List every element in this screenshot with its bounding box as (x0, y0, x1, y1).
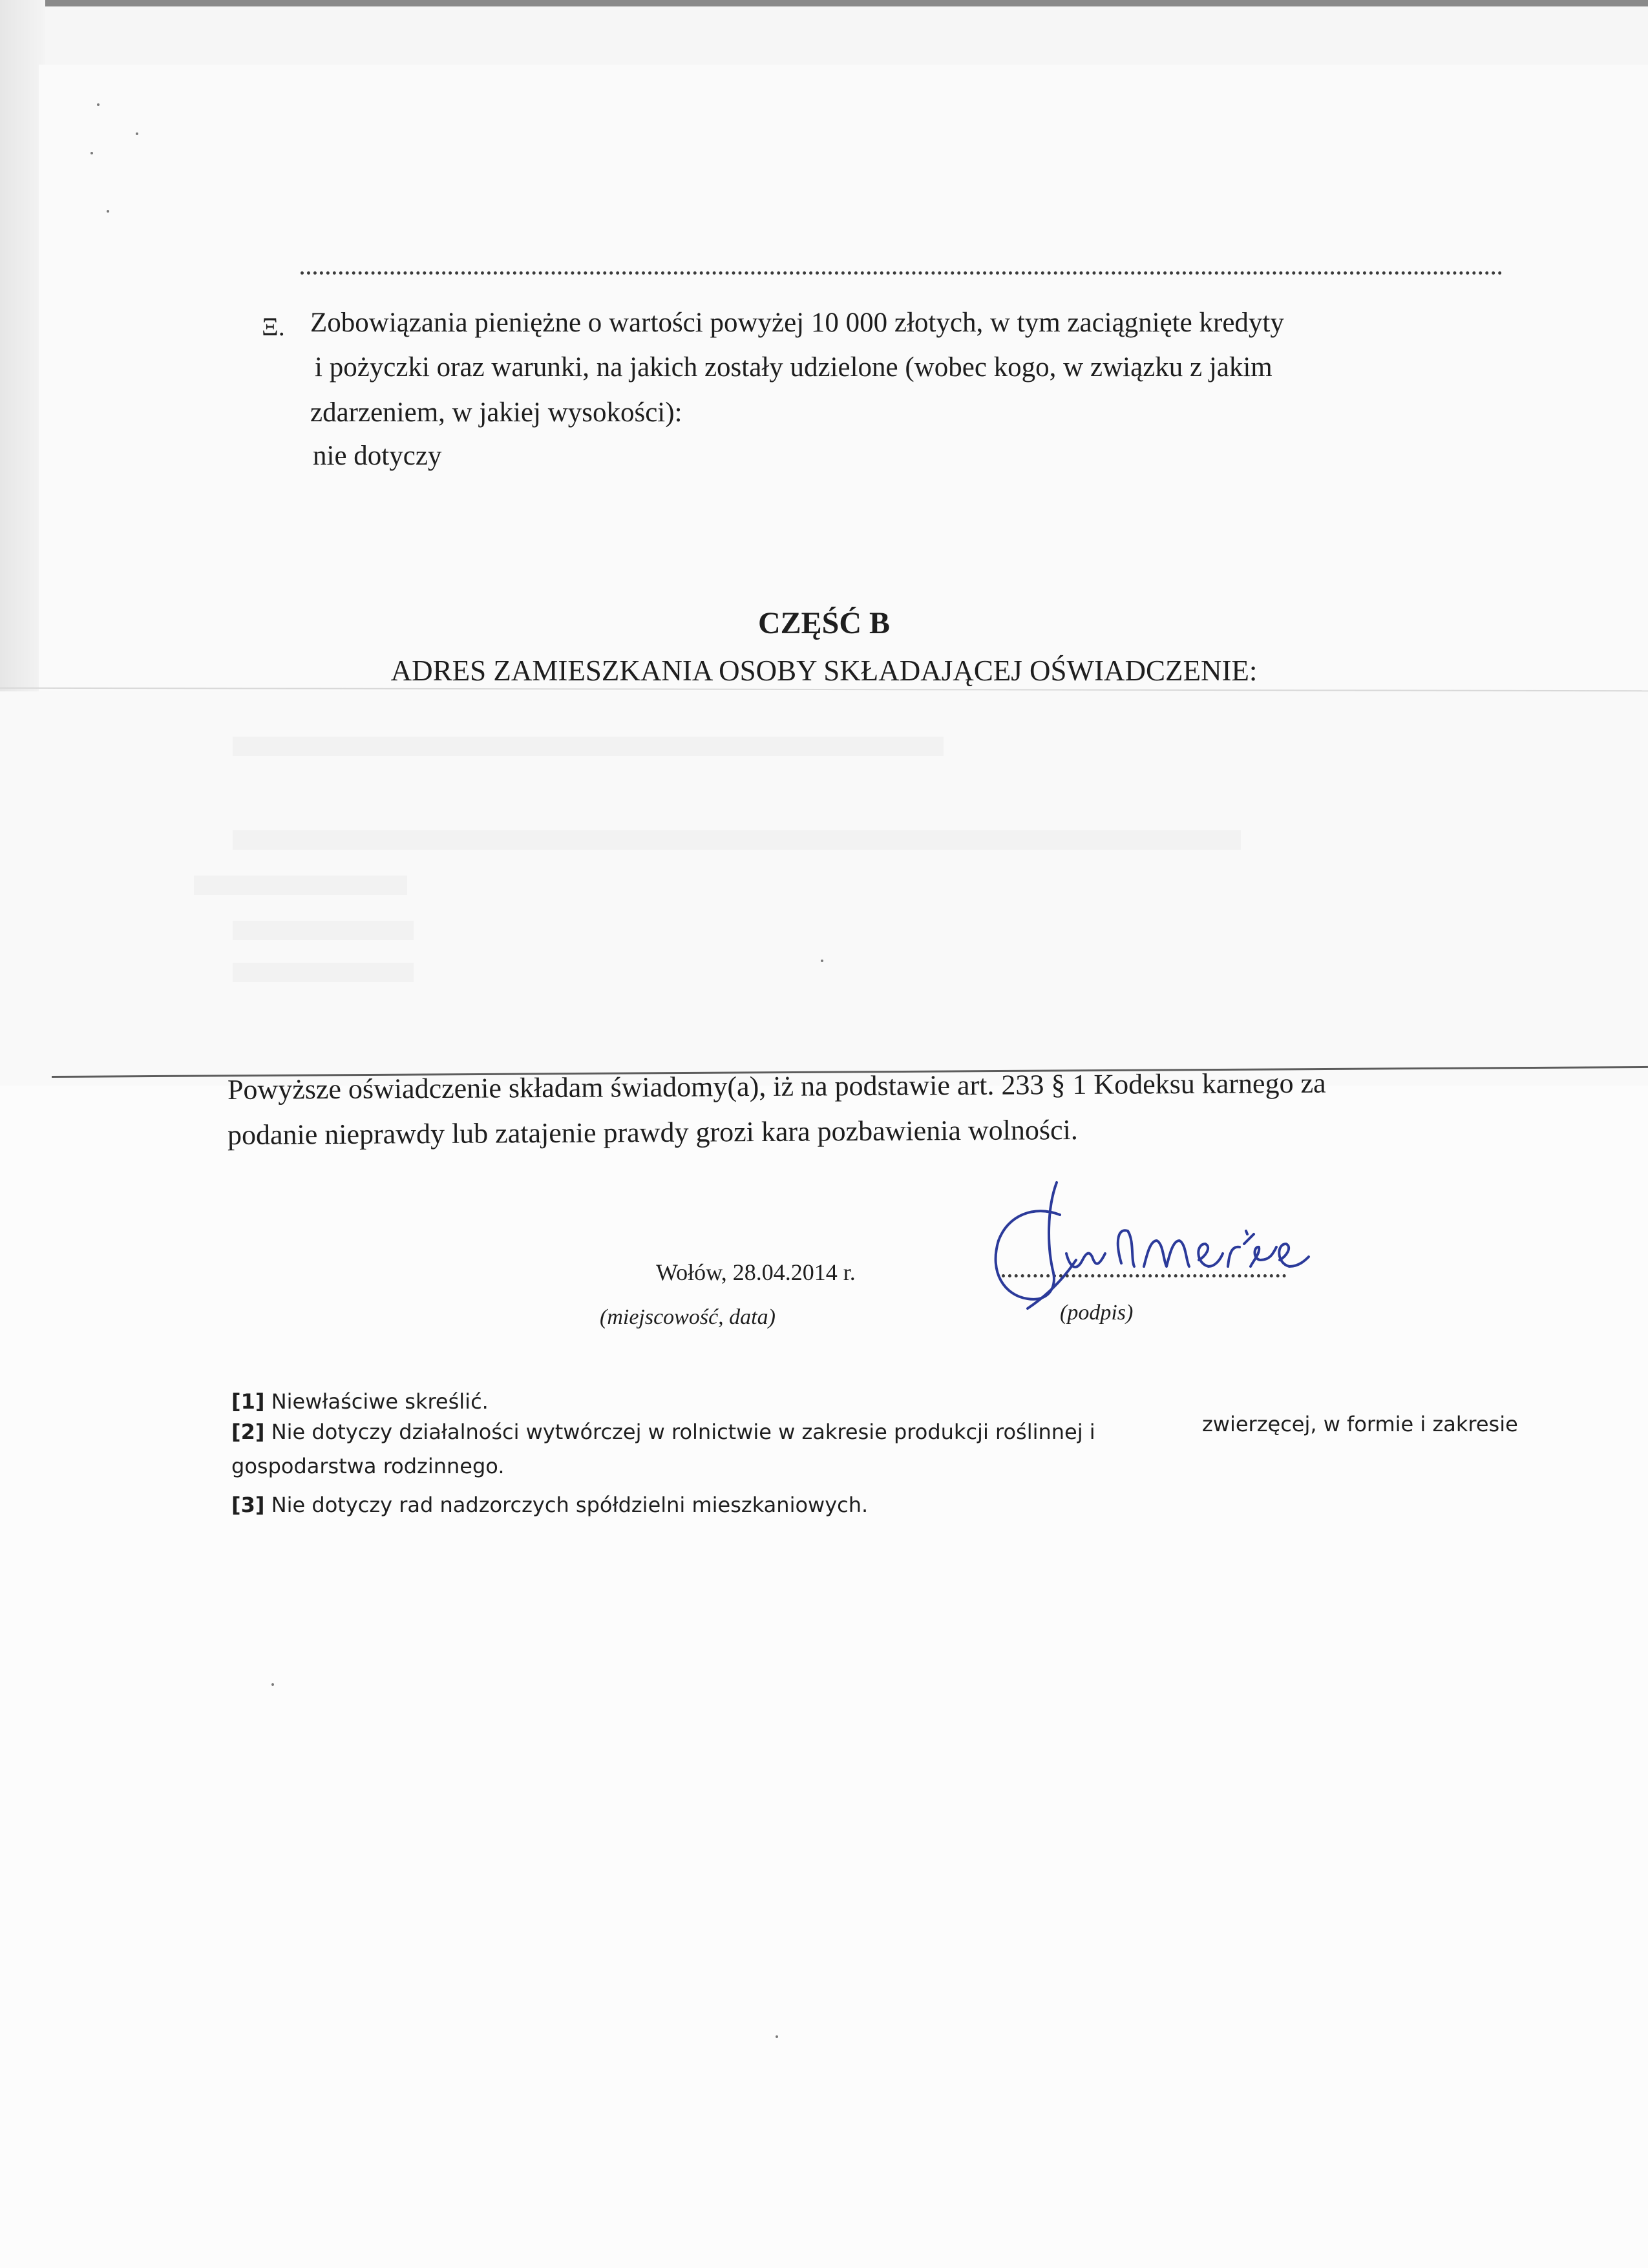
part-b-subtitle: ADRES ZAMIESZKANIA OSOBY SKŁADAJĄCEJ OŚWIADCZENIE: (390, 655, 1258, 687)
dotted-separator (301, 271, 1503, 275)
footnote-text: Niewłaściwe skreślić. (271, 1389, 489, 1414)
footnote-1 (231, 1389, 489, 1414)
show-through-text (194, 876, 407, 895)
footnote-2-continuation: gospodarstwa rodzinnego. (231, 1454, 505, 1478)
place-date-label: (miejscowość, data) (600, 1305, 776, 1329)
show-through-text (233, 921, 414, 940)
show-through-text (233, 737, 944, 756)
scan-speck (776, 2035, 778, 2038)
scan-speck (271, 1683, 274, 1686)
handwritten-signature (950, 1170, 1312, 1325)
declaration-line-2: podanie nieprawdy lub zatajenie prawdy grozi kara pozbawienia wolności. (227, 1113, 1078, 1151)
footnote-text: Nie dotyczy rad nadzorczych spółdzielni mieszkaniowych. (271, 1493, 869, 1517)
footnote-marker: [2] (231, 1420, 265, 1444)
place-and-date: Wołów, 28.04.2014 r. (656, 1259, 856, 1285)
show-through-text (233, 963, 414, 982)
section-e-line-3: zdarzeniem, w jakiej wysokości): (310, 397, 682, 428)
scan-speck (97, 103, 100, 106)
section-e-line-2: i pożyczki oraz warunki, na jakich zostały udzielone (wobec kogo, w związku z jakim (315, 352, 1273, 383)
footnote-3 (231, 1493, 868, 1517)
scan-top-edge (0, 0, 1648, 6)
footnote-marker: [1] (231, 1389, 265, 1414)
section-marker: Ξ. (262, 312, 285, 341)
section-e-answer: nie dotyczy (313, 441, 442, 471)
scan-speck (821, 960, 823, 962)
footnote-2-right: zwierzęcej, w formie i zakresie (1202, 1412, 1518, 1436)
part-b-title: CZĘŚĆ B (757, 606, 891, 640)
scan-speck (136, 132, 138, 135)
footnote-2 (231, 1420, 1095, 1444)
scan-speck (90, 152, 93, 154)
section-e-line-1: Zobowiązania pieniężne o wartości powyżej 10 000 złotych, w tym zaciągnięte kredyty (310, 308, 1284, 338)
declaration-line-1: Powyższe oświadczenie składam świadomy(a), iż na podstawie art. 233 § 1 Kodeksu karnego za (227, 1067, 1326, 1106)
footnote-text: Nie dotyczy działalności wytwórczej w rolnictwie w zakresie produkcji roślinnej i (271, 1420, 1095, 1444)
footnote-marker: [3] (231, 1493, 265, 1517)
signature-label: (podpis) (1060, 1301, 1134, 1325)
show-through-text (233, 830, 1241, 850)
scan-speck (107, 210, 109, 213)
